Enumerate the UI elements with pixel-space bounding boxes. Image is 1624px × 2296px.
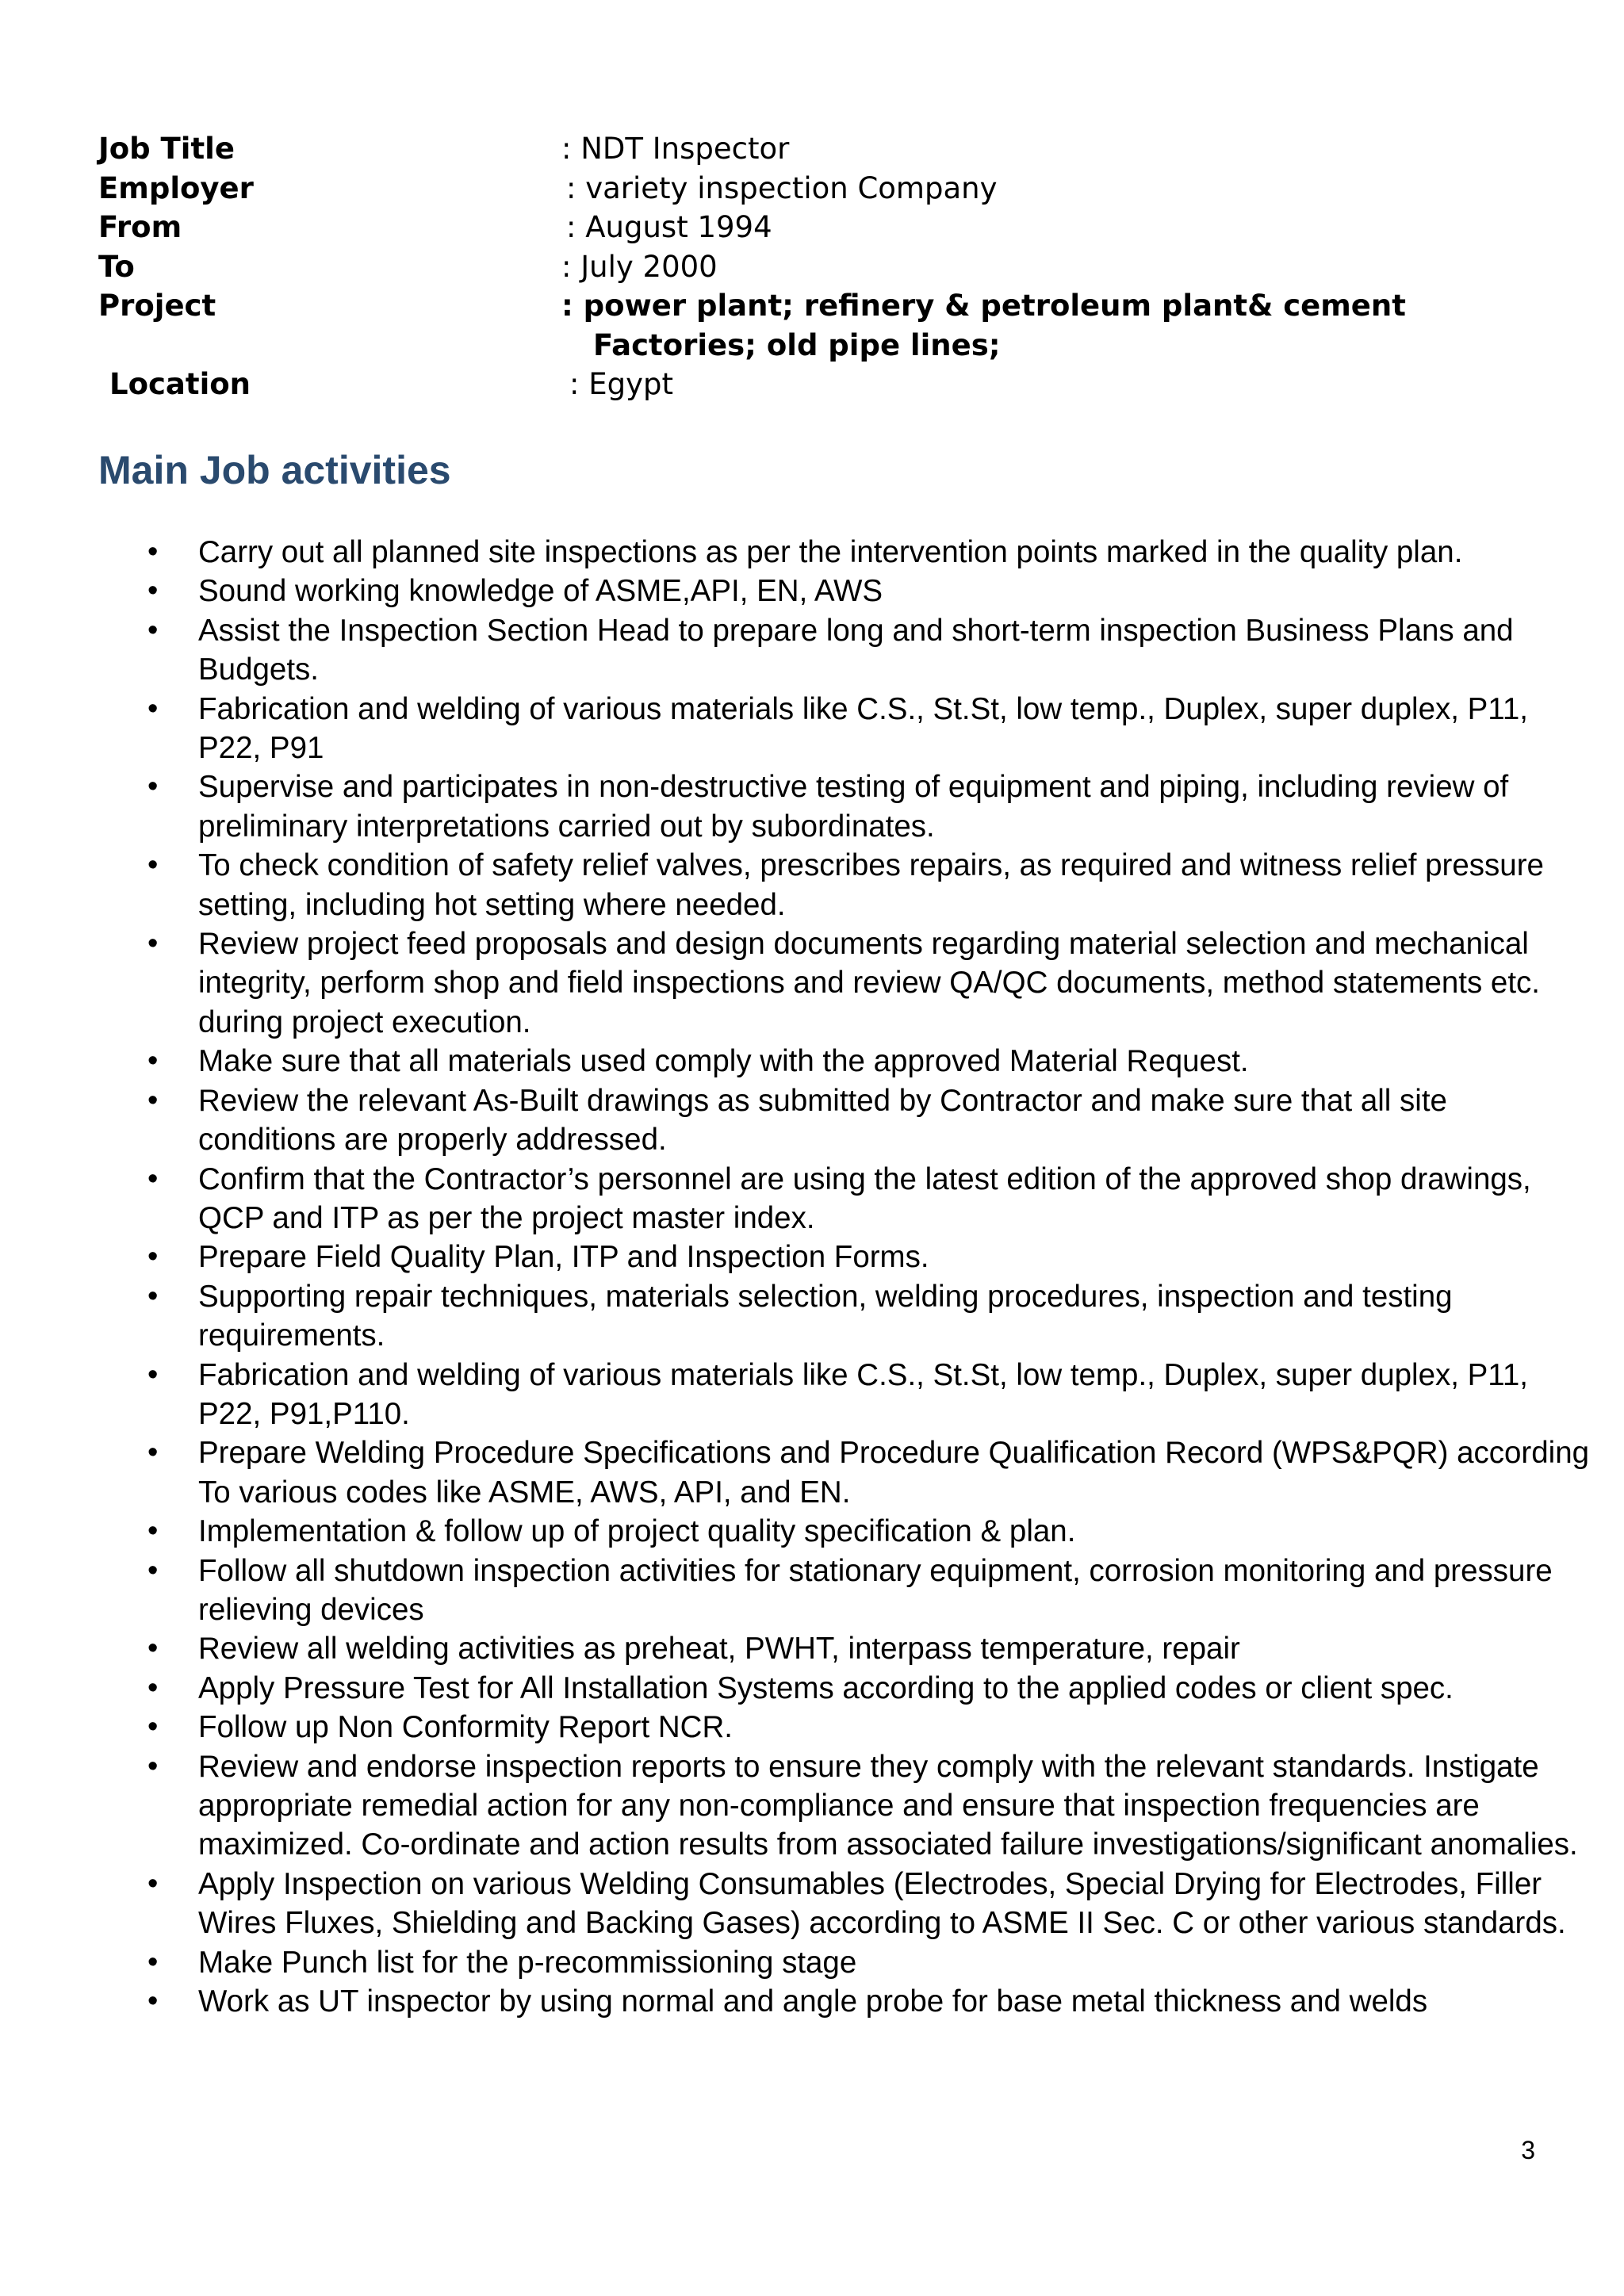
bullet-icon: • [147, 1161, 159, 1196]
activities-list [0, 533, 1624, 2021]
project-row [98, 286, 1494, 326]
activity-item [0, 1629, 1624, 1668]
activity-text: Work as UT inspector by using normal and angle probe for base metal thickness and welds [198, 1984, 1428, 2019]
activity-item [0, 1238, 1624, 1276]
section-heading: Main Job activities [98, 448, 451, 492]
to-row [98, 247, 1494, 287]
bullet-icon: • [147, 848, 159, 882]
bullet-icon: • [147, 1553, 159, 1587]
activity-item [0, 1277, 1624, 1356]
activity-text: Fabrication and welding of various materials like C.S., St.St, low temp., Duplex, super duplex, P11, P22, P91,P110. [198, 1357, 1528, 1431]
bullet-icon: • [147, 613, 159, 647]
bullet-icon: • [147, 1514, 159, 1548]
project-label: Project [98, 289, 216, 323]
activity-text: Implementation & follow up of project quality specification & plan. [198, 1514, 1076, 1549]
bullet-icon: • [147, 1632, 159, 1666]
to-value: : July 2000 [561, 249, 718, 284]
activity-text: Apply Inspection on various Welding Consumables (Electrodes, Special Drying for Electrodes, Filler Wires Fluxes, Shielding and Backing Gases) according to ASME II Sec. C or other various standards. [198, 1866, 1566, 1941]
activity-item [0, 1081, 1624, 1160]
activity-item [0, 1160, 1624, 1238]
activity-item [0, 846, 1624, 924]
bullet-icon: • [147, 574, 159, 608]
bullet-icon: • [147, 1083, 159, 1117]
activity-item [0, 611, 1624, 690]
activity-item [0, 1943, 1624, 1982]
employer-value: : variety inspection Company [566, 170, 998, 205]
activity-text: Follow all shutdown inspection activities for stationary equipment, corrosion monitoring and pressure relieving devices [198, 1553, 1553, 1627]
location-label: Location [109, 367, 251, 401]
activity-text: Follow up Non Conformity Report NCR. [198, 1710, 733, 1745]
activity-item [0, 1708, 1624, 1747]
activity-text: Prepare Welding Procedure Specifications and Procedure Qualification Record (WPS&PQR) according To various codes like ASME, AWS, API, and EN. [198, 1436, 1590, 1510]
from-label: From [98, 210, 182, 244]
activity-item [0, 1982, 1624, 2021]
bullet-icon: • [147, 1984, 159, 2019]
activity-text: Apply Pressure Test for All Installation Systems according to the applied codes or client spec. [198, 1670, 1454, 1705]
activity-text: Make sure that all materials used comply with the approved Material Request. [198, 1044, 1249, 1079]
activity-item [0, 572, 1624, 610]
activity-item [0, 1356, 1624, 1434]
activity-item [0, 533, 1624, 572]
activity-item [0, 767, 1624, 846]
bullet-icon: • [147, 1945, 159, 1979]
activity-item [0, 1747, 1624, 1865]
activity-text: Supporting repair techniques, materials selection, welding procedures, inspection and testing requirements. [198, 1279, 1453, 1353]
activity-item [0, 924, 1624, 1042]
location-value: : Egypt [569, 367, 673, 401]
bullet-icon: • [147, 1279, 159, 1313]
bullet-icon: • [147, 1710, 159, 1744]
job-title-label: Job Title [98, 132, 235, 166]
activity-item [0, 1512, 1624, 1551]
activity-item [0, 1865, 1624, 1943]
bullet-icon: • [147, 1670, 159, 1705]
bullet-icon: • [147, 1357, 159, 1391]
activity-text: Supervise and participates in non-destructive testing of equipment and piping, including review of preliminary interpretations carried out by subordinates. [198, 770, 1509, 844]
bullet-icon: • [147, 535, 159, 568]
activity-text: Confirm that the Contractor’s personnel are using the latest edition of the approved shop drawings, QCP and ITP as per the project master index. [198, 1161, 1531, 1235]
job-info-table [98, 129, 1494, 404]
job-title-row [98, 129, 1494, 169]
activity-text: Fabrication and welding of various materials like C.S., St.St, low temp., Duplex, super duplex, P11, P22, P91 [198, 691, 1528, 766]
activity-item [0, 1433, 1624, 1512]
bullet-icon: • [147, 927, 159, 961]
project-value-line1: : power plant; refinery & petroleum plant& cement [561, 289, 1406, 323]
page-number: 3 [1521, 2136, 1535, 2164]
activity-text: Make Punch list for the p-recommissioning stage [198, 1945, 857, 1980]
activity-text: Sound working knowledge of ASME,API, EN, AWS [198, 574, 883, 609]
activity-text: To check condition of safety relief valves, prescribes repairs, as required and witness relief pressure setting, including hot setting where needed. [198, 848, 1544, 922]
activity-text: Carry out all planned site inspections as per the intervention points marked in the quality plan. [198, 535, 1463, 569]
bullet-icon: • [147, 691, 159, 725]
location-row [98, 365, 1494, 404]
activity-text: Review project feed proposals and design documents regarding material selection and mechanical integrity, perform shop and field inspections and review QA/QC documents, method statements etc. during project execution. [198, 927, 1540, 1039]
bullet-icon: • [147, 770, 159, 804]
activity-text: Review the relevant As-Built drawings as submitted by Contractor and make sure that all site conditions are properly addressed. [198, 1083, 1447, 1158]
to-label: To [98, 249, 135, 284]
employer-label: Employer [98, 170, 254, 205]
project-row-continued [98, 326, 1494, 365]
bullet-icon: • [147, 1436, 159, 1470]
bullet-icon: • [147, 1044, 159, 1078]
employer-row [98, 169, 1494, 209]
activity-item [0, 1552, 1624, 1630]
from-row [98, 208, 1494, 247]
activity-item [0, 690, 1624, 768]
bullet-icon: • [147, 1866, 159, 1900]
activity-text: Review all welding activities as preheat, PWHT, interpass temperature, repair [198, 1632, 1240, 1667]
activity-text: Assist the Inspection Section Head to prepare long and short-term inspection Business Plans and Budgets. [198, 613, 1514, 687]
activity-item [0, 1669, 1624, 1708]
activity-text: Prepare Field Quality Plan, ITP and Inspection Forms. [198, 1240, 929, 1275]
activity-item [0, 1042, 1624, 1081]
from-value: : August 1994 [566, 210, 772, 244]
project-value-line2: Factories; old pipe lines; [593, 327, 1001, 362]
job-title-value: : NDT Inspector [561, 132, 790, 166]
bullet-icon: • [147, 1749, 159, 1783]
bullet-icon: • [147, 1240, 159, 1274]
activity-text: Review and endorse inspection reports to ensure they comply with the relevant standards. Instigate appropriate remedial action for any non-compliance and ensure that inspection frequencies are maximized. Co-ordinate and action results from associated failure investigations/significant anomalies. [198, 1749, 1578, 1862]
